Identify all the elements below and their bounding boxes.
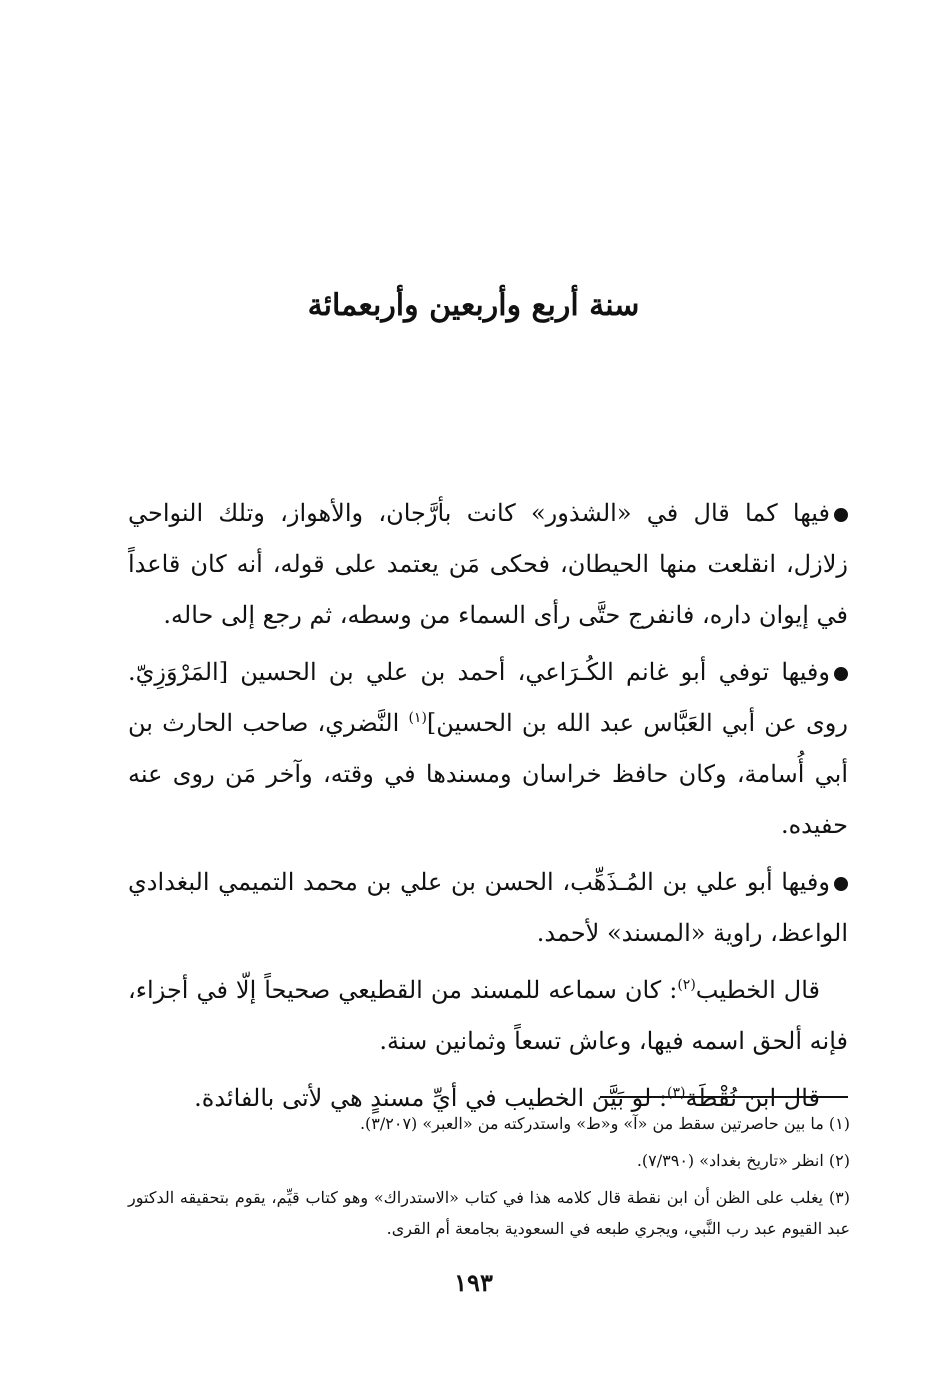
footnote-ref: (١) (408, 710, 427, 726)
paragraph-text: وفيها توفي أبو غانم الكُـرَاعي، أحمد بن علي بن الحسين [المَرْوَزِيّ. روى عن أبي العَبَّاس عبد الله بن الحسين] (128, 658, 848, 737)
paragraph-text: : كان سماعه للمسند من القطيعي صحيحاً إلّا في أجزاء، فإنه ألحق اسمه فيها، وعاش تسعاً وثمانين سنة. (128, 976, 848, 1055)
bullet-icon (834, 667, 848, 681)
paragraph-2 (128, 647, 848, 851)
paragraph-text: قال الخطيب (695, 976, 820, 1004)
footnote-ref: (٢) (677, 977, 696, 993)
page-number: ١٩٣ (454, 1268, 493, 1297)
paragraph-1 (128, 488, 848, 641)
paragraph-text: قال ابن نُقْطَة (685, 1084, 820, 1112)
paragraph-text: فيها كما قال في «الشذور» كانت بأرَّجان، والأهواز، وتلك النواحي زلازل، انقلعت منها الحيطان، فحكى مَن يعتمد على قوله، أنه كان قاعداً في إيوان داره، فانفرج حتَّى رأى السماء من وسطه، ثم رجع إلى حاله. (128, 499, 848, 629)
paragraph-4 (128, 965, 848, 1067)
footnote-3: (٣) يغلب على الظن أن ابن نقطة قال كلامه هذا في كتاب «الاستدراك» وهو كتاب قيِّم، يقوم بتحقيقه الدكتور عبد القيوم عبد رب النَّبي، ويجري طبعه في السعودية بجامعة أم القرى. (128, 1188, 850, 1238)
footnote-divider (600, 1096, 848, 1098)
bullet-icon (834, 877, 848, 891)
chapter-title: سنة أربع وأربعين وأربعمائة (307, 288, 640, 323)
paragraph-text: : لو بَيَّن الخطيب في أيِّ مسندٍ هي لأتى بالفائدة. (194, 1084, 668, 1112)
footnote-ref: (٣) (667, 1085, 686, 1101)
main-text (128, 488, 848, 1130)
footnote-1: (١) ما بين حاصرتين سقط من «آ» و«ط» واستدركته من «العبر» (٣/٢٠٧). (359, 1114, 850, 1133)
footnote-2: (٢) انظر «تاريخ بغداد» (٧/٣٩٠). (636, 1151, 850, 1170)
bullet-icon (834, 508, 848, 522)
footnotes (128, 1108, 850, 1250)
paragraph-3 (128, 857, 848, 959)
paragraph-text: وفيها أبو علي بن المُـذَهِّب، الحسن بن علي بن محمد التميمي البغدادي الواعظ، راوية «المسند» لأحمد. (128, 868, 848, 947)
paragraph-text: النَّضري، صاحب الحارث بن أبي أُسامة، وكان حافظ خراسان ومسندها في وقته، وآخر مَن روى عنه حفيده. (128, 709, 848, 839)
